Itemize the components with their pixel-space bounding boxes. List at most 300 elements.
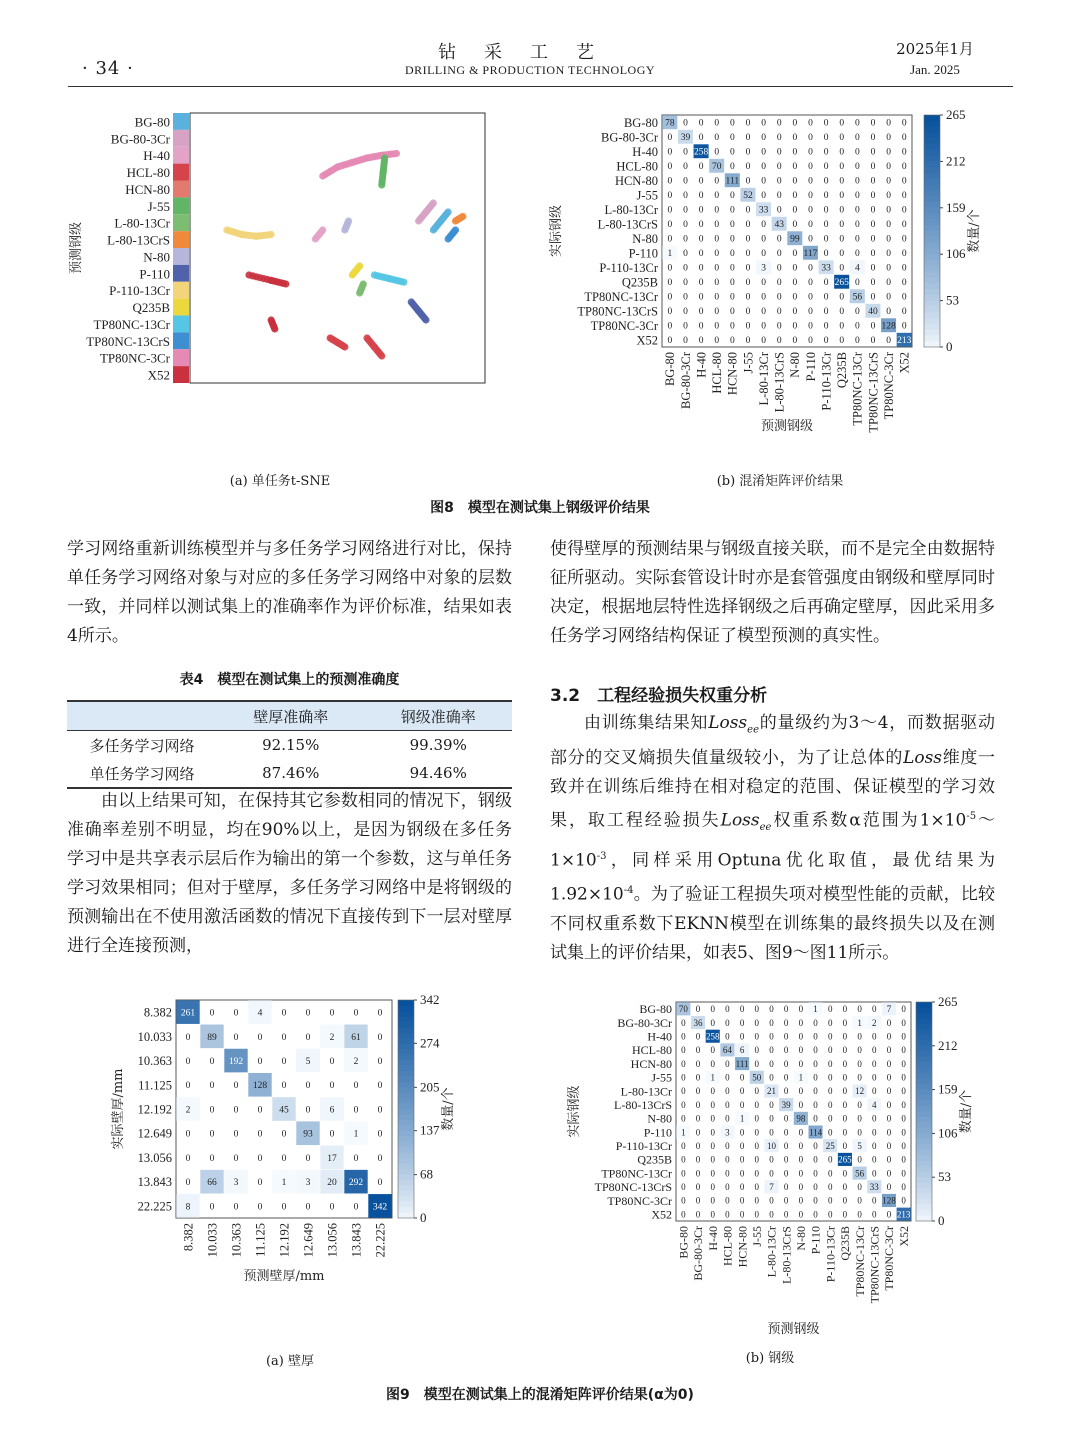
fig9b-cell-value: 0 (710, 1168, 715, 1179)
fig9b-colorbar-tick-label: 265 (938, 994, 958, 1009)
fig9b-cell-value: 0 (695, 1058, 701, 1069)
fig9b-cell-value: 0 (739, 1017, 745, 1028)
fig9b-cell-value: 1 (798, 1072, 804, 1083)
fig9b-cell-value: 0 (710, 1004, 715, 1015)
fig9b-cell-value: 0 (901, 1127, 906, 1138)
fig8b-col-label: L-80-13Cr (756, 352, 771, 406)
fig8b-colorbar-seg (924, 306, 940, 312)
fig9b-colorbar-seg (916, 1183, 932, 1189)
fig9b-cell-value: 0 (681, 1017, 686, 1028)
fig8b-cell-value: 0 (714, 321, 720, 332)
fig9b-cell-value: 0 (901, 1099, 906, 1110)
fig8b-caption: (b) 混淆矩阵评价结果 (716, 474, 844, 489)
fig8b-cell-value: 0 (886, 249, 891, 260)
fig9a-xlabel: 预测壁厚/mm (243, 1269, 325, 1284)
fig9b-cell-value: 6 (739, 1045, 745, 1056)
fig9b-cell-value: 0 (813, 1072, 818, 1083)
fig9a-cell-value: 0 (305, 1153, 311, 1164)
fig9b-cell-value: 0 (842, 1182, 848, 1193)
fig9b-cell-value: 0 (710, 1058, 715, 1069)
fig9a-cell-value: 0 (377, 1032, 383, 1043)
fig8b-cell-value: 0 (745, 336, 751, 347)
fig8b-row-label: L-80-13CrS (597, 217, 658, 232)
fig9b-cell-value: 0 (872, 1058, 877, 1069)
fig9a-cell-value: 192 (228, 1056, 244, 1067)
tsne-legend-swatch (173, 181, 189, 198)
math-sup: -4 (623, 885, 634, 897)
fig8b-cell-value: 117 (803, 249, 818, 260)
fig8b-colorbar-seg (924, 295, 940, 301)
fig8b-cell-value: 0 (839, 162, 845, 173)
fig9a-cell-value: 0 (233, 1105, 239, 1116)
fig8b-cell-value: 0 (823, 234, 829, 245)
fig9a-cell-value: 0 (209, 1129, 215, 1140)
fig9b-cell-value: 0 (754, 1168, 760, 1179)
fig9a-colorbar-seg (398, 1169, 414, 1175)
fig8b-cell-value: 0 (698, 162, 704, 173)
fig9a-colorbar-seg (398, 1016, 414, 1022)
tsne-legend-swatch (173, 349, 189, 366)
fig8b-cell-value: 0 (854, 118, 860, 129)
fig9b-cell-value: 0 (783, 1154, 789, 1165)
fig9b-cell-value: 0 (842, 1140, 848, 1151)
fig9b-cell-value: 0 (872, 1045, 877, 1056)
fig8b-cell-value: 0 (776, 118, 782, 129)
fig9b-cell-value: 0 (695, 1045, 701, 1056)
fig9b-cell-value: 0 (710, 1086, 715, 1097)
fig9b-cell-value: 0 (798, 1086, 804, 1097)
fig8b-cell-value: 0 (886, 234, 891, 245)
fig8b-cell-value: 0 (698, 307, 704, 318)
fig8b-cell-value: 0 (745, 205, 751, 216)
fig9a-col-label: 12.192 (277, 1223, 292, 1258)
fig9a-cell-value: 0 (209, 1008, 215, 1019)
fig9a-caption: (a) 壁厚 (265, 1354, 315, 1369)
fig8b-cell-value: 0 (823, 191, 829, 202)
fig9b-cell-value: 0 (827, 1209, 833, 1220)
fig9b-cell-value: 0 (681, 1154, 686, 1165)
fig9b-colorbar-label: 数量/个 (959, 1089, 974, 1134)
fig9b-cell-value: 0 (886, 1072, 892, 1083)
fig8b-cell-value: 0 (823, 220, 829, 231)
fig9b-cell-value: 25 (825, 1140, 835, 1151)
fig9b-cell-value: 0 (725, 1113, 730, 1124)
fig9b-cell-value: 0 (710, 1127, 715, 1138)
fig8b-cell-value: 0 (792, 176, 798, 187)
math-sub: ee (747, 724, 760, 736)
fig8b-colorbar-seg (924, 312, 940, 318)
fig9a-cell-value: 0 (281, 1129, 287, 1140)
fig9b-colorbar-seg (916, 1194, 932, 1200)
fig9-title: 图9 模型在测试集上的混淆矩阵评价结果(α为0) (386, 1387, 694, 1403)
fig9a-cell-value: 0 (353, 1081, 359, 1092)
fig8b-cell-value: 0 (808, 321, 813, 332)
fig9a-cell-value: 292 (348, 1178, 364, 1189)
fig9b-colorbar-seg (916, 1095, 932, 1101)
fig9b-col-label: BG-80 (676, 1226, 691, 1259)
fig8b-cell-value: 0 (870, 162, 876, 173)
fig9b-cell-value: 0 (813, 1182, 818, 1193)
fig9b-row-label: BG-80-3Cr (617, 1015, 672, 1030)
fig8b-colorbar-seg (924, 324, 940, 330)
fig9a-colorbar-seg (398, 1005, 414, 1011)
fig9a-colorbar-seg (398, 1055, 414, 1061)
fig8b-cell-value: 128 (881, 321, 896, 332)
fig9b-colorbar-seg (916, 1062, 932, 1068)
fig9a-cell-value: 93 (303, 1129, 313, 1140)
tsne-point (341, 343, 348, 350)
fig8b-row-label: HCL-80 (616, 159, 658, 174)
page-number: · 34 · (82, 58, 134, 79)
fig9b-cell-value: 0 (872, 1209, 877, 1220)
fig9a-cell-value: 0 (377, 1056, 383, 1067)
fig9a-col-label: 8.382 (181, 1223, 196, 1252)
fig8b-cell-value: 0 (792, 220, 798, 231)
fig9b-col-label: X52 (896, 1226, 911, 1247)
fig8b-ylabel: 实际钢级 (549, 204, 564, 258)
fig8b-colorbar-seg (924, 243, 940, 249)
fig9b-cell-value: 0 (886, 1058, 892, 1069)
fig9b-cell-value: 0 (681, 1209, 686, 1220)
fig8b-cell-value: 0 (714, 336, 720, 347)
fig8b-cell-value: 0 (792, 133, 798, 144)
fig9b-colorbar-seg (916, 1188, 932, 1194)
fig9a-cell-value: 0 (233, 1129, 239, 1140)
tsne-legend-label: HCL-80 (126, 165, 170, 181)
fig8b-cell-value: 0 (745, 234, 751, 245)
fig9b-cell-value: 0 (842, 1058, 848, 1069)
tsne-legend-label: L-80-13CrS (107, 232, 170, 248)
fig9b-cell-value: 0 (901, 1140, 906, 1151)
tsne-legend-swatch (173, 214, 189, 231)
fig9a-cell-value: 0 (353, 1105, 359, 1116)
fig8b-cell-value: 33 (821, 263, 831, 274)
fig8b-col-label: J-55 (741, 352, 756, 374)
fig9a-colorbar-tick-label: 205 (420, 1079, 440, 1095)
fig8b-cell-value: 0 (839, 263, 845, 274)
fig9a-cell-value: 17 (327, 1153, 337, 1164)
fig8b-cell-value: 0 (683, 234, 688, 245)
fig9b-cell-value: 0 (857, 1127, 862, 1138)
fig8b-cell-value: 0 (714, 278, 720, 289)
fig9a-col-label: 13.056 (325, 1223, 340, 1258)
fig8b-cell-value: 0 (745, 162, 751, 173)
tsne-legend-label: P-110-13Cr (109, 283, 170, 299)
fig9b-colorbar-seg (916, 1150, 932, 1156)
fig8b-colorbar-seg (924, 138, 940, 144)
fig9b-cell-value: 0 (827, 1182, 833, 1193)
fig8b-cell-value: 99 (790, 234, 800, 245)
fig9a-cell-value: 0 (233, 1032, 239, 1043)
fig8b-cell-value: 56 (852, 292, 863, 303)
fig8b-cell-value: 0 (745, 249, 751, 260)
math-loss: Loss (903, 748, 943, 769)
fig9b-cell-value: 0 (710, 1099, 715, 1110)
fig8b-cell-value: 0 (683, 263, 688, 274)
fig8b-colorbar-seg (924, 115, 940, 121)
fig9b-cell-value: 70 (678, 1004, 688, 1015)
fig8b-cell-value: 0 (683, 118, 688, 129)
fig9a-cell-value: 0 (185, 1178, 191, 1189)
fig8b-col-label: P-110 (803, 352, 818, 382)
fig8b-cell-value: 0 (870, 118, 876, 129)
fig9b-cell-value: 0 (842, 1045, 848, 1056)
fig9b-cell-value: 0 (695, 1168, 701, 1179)
fig9b-cell-value: 0 (857, 1058, 862, 1069)
fig8b-row-label: L-80-13Cr (604, 202, 658, 217)
fig8b-colorbar-tick-label: 159 (946, 199, 966, 215)
fig9a-cell-value: 0 (257, 1129, 263, 1140)
fig9b-cell-value: 3 (725, 1127, 730, 1138)
fig9a-row-label: 10.363 (137, 1054, 172, 1069)
fig9a-cell-value: 5 (305, 1056, 311, 1067)
fig8b-cell-value: 0 (729, 118, 735, 129)
fig9b-cell-value: 2 (872, 1017, 877, 1028)
fig9b-cell-value: 0 (695, 1113, 701, 1124)
fig8b-cell-value: 0 (839, 292, 845, 303)
fig8b-col-label: BG-80-3Cr (678, 352, 693, 409)
fig8b-colorbar-seg (924, 237, 940, 243)
fig8b-cell-value: 0 (854, 307, 860, 318)
text-run: 权重系数α范围为1×10 (771, 811, 967, 832)
fig9b-colorbar-seg (916, 1002, 932, 1008)
fig8b-col-label: L-80-13CrS (772, 352, 787, 413)
fig9b-col-label: TP80NC-13CrS (867, 1226, 882, 1304)
fig8a-caption: (a) 单任务t-SNE (229, 474, 331, 489)
fig8b-cell-value: 0 (745, 278, 751, 289)
fig9b-row-label: J-55 (651, 1070, 672, 1085)
fig9b-cell-value: 0 (842, 1127, 848, 1138)
fig8b-cell-value: 0 (886, 220, 891, 231)
fig9b-col-label: Q235B (838, 1226, 853, 1261)
fig9b-cell-value: 0 (827, 1031, 833, 1042)
fig8b-cell-value: 0 (776, 292, 782, 303)
fig9b-cell-value: 0 (813, 1140, 818, 1151)
fig8b-cell-value: 0 (667, 278, 673, 289)
fig8b-colorbar-seg (924, 208, 940, 214)
tsne-legend-swatch (173, 130, 189, 147)
fig8b-cell-value: 0 (886, 118, 891, 129)
tsne-legend-label: X52 (147, 367, 170, 383)
fig9b-cell-value: 1 (857, 1017, 862, 1028)
fig9b-col-label: P-110-13Cr (823, 1226, 838, 1283)
fig9b-cell-value: 0 (725, 1086, 730, 1097)
table4-header-thickness: 壁厚准确率 (217, 701, 365, 731)
fig8b-cell-value: 0 (870, 263, 876, 274)
fig8b-cell-value: 213 (897, 336, 912, 347)
fig9b-cell-value: 0 (842, 1017, 848, 1028)
fig9b-row-label: HCN-80 (630, 1056, 672, 1071)
fig8b-cell-value: 0 (698, 263, 704, 274)
fig8b-cell-value: 0 (823, 205, 829, 216)
fig9a-cell-value: 0 (281, 1202, 287, 1213)
fig9b-cell-value: 0 (739, 1182, 745, 1193)
fig8b-cell-value: 0 (683, 321, 688, 332)
fig9b-row-label: P-110 (643, 1125, 672, 1140)
fig8b-cell-value: 0 (839, 205, 845, 216)
fig8b-colorbar-seg (924, 132, 940, 138)
fig8b-cell-value: 0 (683, 205, 688, 216)
fig9b-cell-value: 0 (857, 1195, 862, 1206)
fig9b-cell-value: 258 (705, 1031, 720, 1042)
fig8b-cell-value: 0 (761, 220, 766, 231)
fig8b-cell-value: 0 (683, 307, 688, 318)
fig8b-cell-value: 0 (870, 336, 876, 347)
fig9b-cell-value: 0 (695, 1031, 701, 1042)
fig9a-cell-value: 128 (252, 1081, 268, 1092)
fig8b-cell-value: 0 (854, 234, 860, 245)
fig9b-colorbar-seg (916, 1166, 932, 1172)
fig9b-cell-value: 0 (857, 1209, 862, 1220)
fig9a-cell-value: 0 (377, 1008, 383, 1019)
fig9b-cell-value: 0 (857, 1031, 862, 1042)
fig8b-cell-value: 0 (854, 220, 860, 231)
fig9b-colorbar-seg (916, 1051, 932, 1057)
fig9a-ylabel: 实际壁厚/mm (111, 1068, 126, 1150)
fig8-title: 图8 模型在测试集上钢级评价结果 (430, 500, 650, 516)
fig8b-col-label: TP80NC-3Cr (881, 352, 896, 420)
fig8b-row-label: H-40 (632, 144, 658, 159)
fig9b-colorbar-seg (916, 1079, 932, 1085)
fig9b-cell-value: 0 (754, 1086, 760, 1097)
fig8b-cell-value: 0 (886, 191, 891, 202)
fig9b-cell-value: 0 (725, 1209, 730, 1220)
fig9b-cell-value: 0 (813, 1058, 818, 1069)
fig9a-col-label: 12.649 (301, 1223, 316, 1258)
table4-cell: 99.39% (409, 736, 467, 754)
fig9b-cell-value: 0 (754, 1140, 760, 1151)
fig9b-colorbar-seg (916, 1013, 932, 1019)
fig9b-cell-value: 1 (739, 1113, 745, 1124)
fig9b-cell-value: 1 (710, 1072, 715, 1083)
fig9b-cell-value: 0 (798, 1195, 804, 1206)
fig9b-cell-value: 0 (886, 1154, 892, 1165)
fig9a-cell-value: 20 (327, 1178, 337, 1189)
fig9a-cell-value: 0 (257, 1032, 263, 1043)
fig9b-cell-value: 0 (798, 1140, 804, 1151)
fig8b-colorbar-tick-label: 0 (946, 339, 953, 354)
fig8b-row-label: N-80 (632, 231, 658, 246)
fig9b-cell-value: 0 (739, 1195, 745, 1206)
math-loss: Loss (720, 811, 760, 832)
fig9b-cell-value: 0 (769, 1058, 774, 1069)
fig8b-col-label: HCN-80 (725, 352, 740, 396)
tsne-point (452, 226, 459, 233)
fig9a-cell-value: 6 (329, 1105, 335, 1116)
fig8b-row-label: P-110 (628, 246, 658, 261)
fig8b-cell-value: 0 (667, 205, 673, 216)
fig8b-cell-value: 0 (776, 176, 782, 187)
fig8b-cell-value: 0 (714, 205, 720, 216)
fig9b-cell-value: 0 (827, 1099, 833, 1110)
fig8b-cell-value: 0 (714, 249, 720, 260)
fig8b-cell-value: 0 (792, 321, 798, 332)
fig8b-cell-value: 43 (774, 220, 784, 231)
fig9b-cell-value: 0 (783, 1086, 789, 1097)
fig9b-cell-value: 0 (725, 1072, 730, 1083)
fig9a-cell-value: 61 (351, 1032, 361, 1043)
fig9b-cell-value: 0 (842, 1168, 848, 1179)
fig8b-cell-value: 0 (839, 191, 845, 202)
fig8b-cell-value: 0 (808, 336, 813, 347)
fig8b-cell-value: 0 (745, 176, 751, 187)
fig9b-cell-value: 0 (783, 1209, 789, 1220)
fig9b-cell-value: 0 (872, 1154, 877, 1165)
fig9a-cell-value: 0 (257, 1105, 263, 1116)
fig9b-cell-value: 0 (813, 1031, 818, 1042)
fig9b-cell-value: 56 (855, 1168, 865, 1179)
fig9b-cell-value: 0 (872, 1113, 877, 1124)
fig9b-cell-value: 0 (901, 1017, 906, 1028)
fig9b-cell-value: 0 (710, 1209, 715, 1220)
table4-cell: 87.46% (217, 759, 365, 788)
fig8b-cell-value: 70 (711, 162, 722, 173)
fig9b-col-label: HCL-80 (720, 1226, 735, 1266)
fig8b-cell-value: 0 (823, 162, 829, 173)
fig9b-cell-value: 0 (754, 1154, 760, 1165)
fig8b-cell-value: 0 (776, 249, 782, 260)
fig8b-cell-value: 0 (808, 162, 813, 173)
fig9a-row-label: 8.382 (143, 1005, 172, 1020)
fig8b-colorbar-seg (924, 266, 940, 272)
fig8b-cell-value: 33 (758, 205, 769, 216)
tsne-ylabel: 预测钢级 (69, 221, 84, 275)
fig8b-cell-value: 0 (792, 118, 798, 129)
fig8b-cell-value: 0 (854, 191, 860, 202)
fig8b-cell-value: 0 (823, 278, 829, 289)
fig8b-cell-value: 0 (683, 147, 688, 158)
fig8b-colorbar-tick-label: 53 (946, 292, 959, 308)
fig8b-cell-value: 0 (823, 133, 829, 144)
fig8b-colorbar-seg (924, 335, 940, 341)
fig9a-cell-value: 0 (329, 1202, 335, 1213)
fig9b-cell-value: 0 (827, 1113, 833, 1124)
fig9b-colorbar-seg (916, 1040, 932, 1046)
fig9b-row-label: TP80NC-3Cr (607, 1193, 672, 1208)
fig8b-cell-value: 0 (792, 307, 798, 318)
tsne-legend-label: TP80NC-13Cr (93, 316, 170, 332)
fig8b-cell-value: 0 (808, 133, 813, 144)
fig8b-cell-value: 0 (667, 321, 673, 332)
fig8b-cell-value: 0 (667, 307, 673, 318)
fig8b-cell-value: 0 (729, 307, 735, 318)
fig8b-cell-value: 0 (901, 147, 907, 158)
fig9a-colorbar-seg (398, 1076, 414, 1082)
fig9a-cell-value: 0 (305, 1202, 311, 1213)
fig9a-colorbar-seg (398, 1191, 414, 1197)
fig8b-cell-value: 0 (886, 133, 891, 144)
fig8b-cell-value: 0 (698, 249, 704, 260)
table4-cell: 多任务学习网络 (89, 736, 195, 755)
fig9a-colorbar-seg (398, 1158, 414, 1164)
fig9b-cell-value: 0 (872, 1004, 877, 1015)
fig9b-cell-value: 0 (798, 1017, 804, 1028)
fig9b-colorbar-seg (916, 1139, 932, 1145)
fig9a-cell-value: 0 (233, 1081, 239, 1092)
fig9a-col-label: 10.033 (205, 1223, 220, 1258)
fig8b-cell-value: 0 (901, 118, 907, 129)
fig8b-cell-value: 0 (698, 133, 704, 144)
fig8b-cell-value: 0 (667, 292, 673, 303)
fig8b-cell-value: 0 (901, 162, 907, 173)
fig9b-cell-value: 0 (857, 1099, 862, 1110)
fig9b-cell-value: 0 (725, 1195, 730, 1206)
fig8b-colorbar-seg (924, 127, 940, 133)
fig8b-cell-value: 0 (808, 292, 813, 303)
fig8b-cell-value: 40 (868, 307, 878, 318)
fig9b-cell-value: 4 (872, 1099, 877, 1110)
fig8b-cell-value: 0 (683, 162, 688, 173)
